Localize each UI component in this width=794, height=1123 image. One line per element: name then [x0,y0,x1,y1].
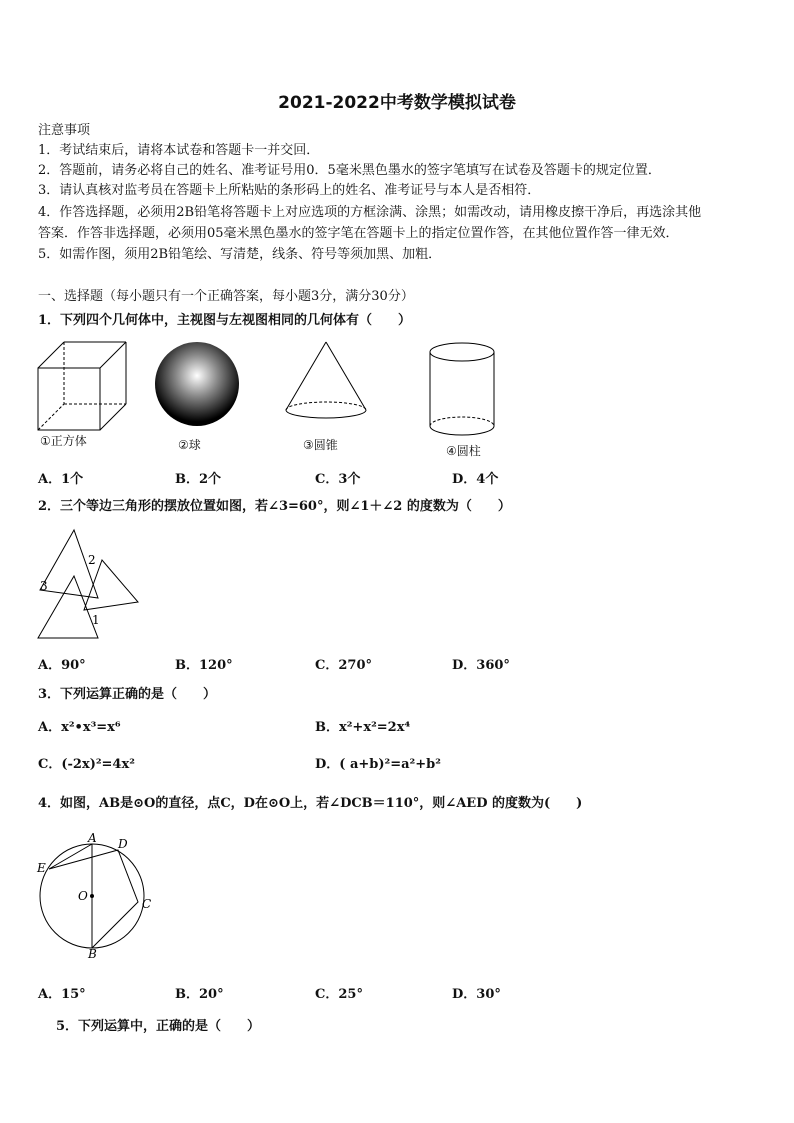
angle-label-2: 2 [88,553,96,567]
question-3-stem: 3．下列运算正确的是（ ） [38,687,217,702]
cube-label: ①正方体 [40,434,87,448]
cone-shape [286,342,366,418]
cylinder-label: ④圆柱 [446,444,481,458]
point-c-label: C [142,897,152,911]
q1-option-b[interactable]: B．2个 [175,472,222,487]
cone-label: ③圆锥 [303,438,338,452]
q4-option-c[interactable]: C．25° [315,987,363,1002]
point-o-label: O [78,889,88,903]
q1-option-c[interactable]: C．3个 [315,472,361,487]
q1-solids-figure [30,338,510,458]
sphere-shape [155,342,239,426]
q2-option-d[interactable]: D．360° [452,658,510,673]
question-1-stem: 1．下列四个几何体中，主视图与左视图相同的几何体有（ ） [38,313,412,328]
question-5-stem: 5．下列运算中，正确的是（ ） [56,1019,261,1034]
q4-option-b[interactable]: B．20° [175,987,224,1002]
point-a-label: A [88,831,97,845]
notice-line: 4．作答选择题，必须用2B铅笔将答题卡上对应选项的方框涂满、涂黑；如需改动，请用橡皮擦干净后，再选涂其他 [38,205,702,220]
angle-label-1: 1 [92,613,100,627]
q4-option-a[interactable]: A．15° [38,987,86,1002]
q3-option-b[interactable]: B．x²+x²=2x⁴ [315,720,411,735]
q2-triangles-figure [36,528,146,643]
cylinder-shape [430,343,494,435]
q4-option-d[interactable]: D．30° [452,987,501,1002]
angle-label-3: 3 [40,579,48,593]
cube-shape [38,342,126,430]
q4-circle-figure [34,832,164,964]
notice-line: 2．答题前，请务必将自己的姓名、准考证号用0．5毫米黑色墨水的签字笔填写在试卷及答题卡的规定位置． [38,163,661,178]
sphere-label: ②球 [178,438,201,452]
section-heading: 一、选择题（每小题只有一个正确答案，每小题3分，满分30分） [38,289,414,304]
notice-line: 1．考试结束后，请将本试卷和答题卡一并交回． [38,143,320,158]
q1-option-d[interactable]: D．4个 [452,472,499,487]
q2-option-b[interactable]: B．120° [175,658,233,673]
question-4-stem: 4．如图，AB是⊙O的直径，点C，D在⊙O上，若∠DCB＝110°，则∠AED 的度数为( ) [38,796,583,811]
question-2-stem: 2．三个等边三角形的摆放位置如图，若∠3=60°，则∠1＋∠2 的度数为（ ） [38,499,511,514]
notice-line: 答案．作答非选择题，必须用05毫米黑色墨水的签字笔在答题卡上的指定位置作答，在其他位置作答一律无效． [38,226,679,241]
q3-option-c[interactable]: C．(-2x)²=4x² [38,757,135,772]
notice-line: 3．请认真核对监考员在答题卡上所粘贴的条形码上的姓名、准考证号与本人是否相符． [38,183,541,198]
notice-heading: 注意事项 [38,123,91,138]
triangle-right [84,560,138,610]
point-d-label: D [118,837,128,851]
q2-option-a[interactable]: A．90° [38,658,86,673]
notice-line: 5．如需作图，须用2B铅笔绘、写清楚，线条、符号等须加黑、加粗． [38,247,442,262]
point-b-label: B [88,947,97,961]
q3-option-d[interactable]: D．( a+b)²=a²+b² [315,757,441,772]
point-e-label: E [37,861,46,875]
page-title: 2021-2022中考数学模拟试卷 [278,93,516,113]
q3-option-a[interactable]: A．x²•x³=x⁶ [38,720,121,735]
q1-option-a[interactable]: A．1个 [38,472,84,487]
q2-option-c[interactable]: C．270° [315,658,372,673]
